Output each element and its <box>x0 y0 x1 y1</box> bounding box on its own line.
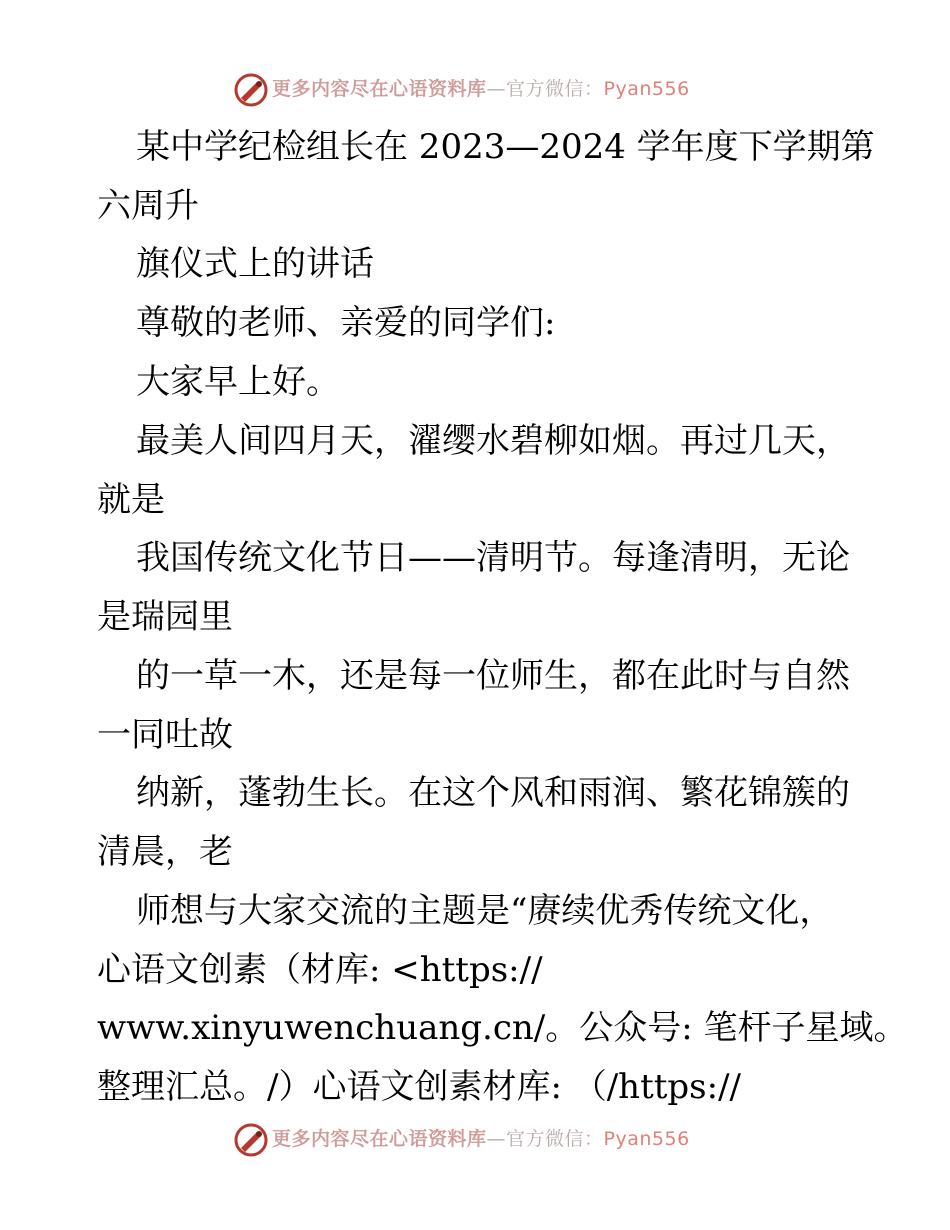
banner-wechat-id: Pyan556 <box>603 78 690 100</box>
doc-line-9: 是瑞园里 <box>97 597 233 637</box>
banner-wechat-id: Pyan556 <box>603 1128 690 1150</box>
banner-text <box>272 76 690 102</box>
doc-line-12: 纳新，蓬勃生长。在这个风和雨润、繁花锦簇的 <box>136 773 850 813</box>
banner-main-text: 更多内容尽在心语资料库 <box>272 1128 487 1150</box>
doc-line-11: 一同吐故 <box>97 715 233 755</box>
doc-line-5: 大家早上好。 <box>136 362 340 402</box>
doc-line-4: 尊敬的老师、亲爱的同学们: <box>136 303 556 343</box>
banner-dash-text: —官方微信： <box>486 78 604 100</box>
banner-dash-text: —官方微信： <box>486 1128 604 1150</box>
doc-line-2: 六周升 <box>97 186 199 226</box>
banner-text <box>272 1126 690 1152</box>
doc-line-3: 旗仪式上的讲话 <box>136 244 374 284</box>
footer-watermark-banner <box>0 1120 950 1160</box>
header-watermark-banner <box>0 70 950 110</box>
banner-main-text: 更多内容尽在心语资料库 <box>272 78 487 100</box>
doc-line-17: 整理汇总。/）心语文创素材库: （/https:// <box>97 1067 741 1107</box>
pen-logo-icon <box>233 72 269 108</box>
doc-line-13: 清晨，老 <box>97 832 233 872</box>
doc-line-8: 我国传统文化节日——清明节。每逢清明，无论 <box>136 538 850 578</box>
doc-line-16: www.xinyuwenchuang.cn/。公众号: 笔杆子星域。 <box>97 1008 908 1048</box>
pen-logo-icon <box>233 1122 269 1158</box>
doc-line-10: 的一草一木，还是每一位师生，都在此时与自然 <box>136 656 850 696</box>
doc-line-7: 就是 <box>97 480 165 520</box>
doc-line-14: 师想与大家交流的主题是“赓续优秀传统文化， <box>136 891 834 931</box>
doc-line-15: 心语文创素（材库: <https:// <box>97 950 543 990</box>
doc-line-6: 最美人间四月天，濯缨水碧柳如烟。再过几天， <box>136 421 850 461</box>
doc-line-1: 某中学纪检组长在 2023—2024 学年度下学期第 <box>136 127 875 167</box>
